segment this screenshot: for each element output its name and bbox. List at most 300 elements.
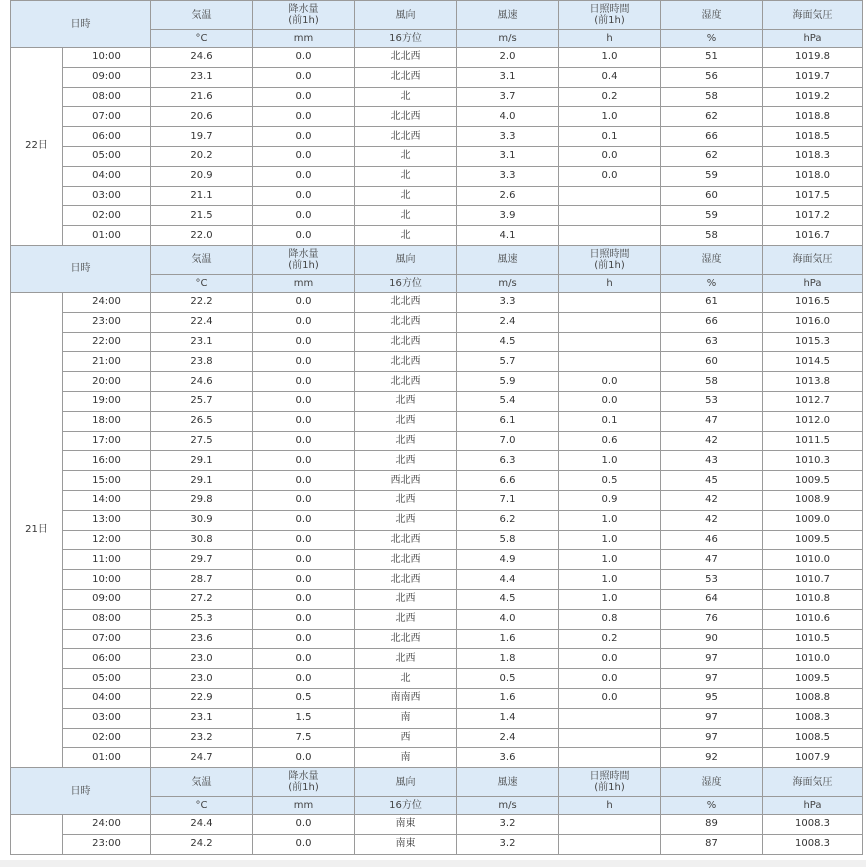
time-cell: 24:00 — [63, 292, 151, 312]
precipitation-cell: 0.0 — [253, 669, 355, 689]
sunshine-cell — [559, 312, 661, 332]
sea-level-pressure-cell: 1008.3 — [763, 815, 863, 835]
sea-level-pressure-cell: 1017.2 — [763, 206, 863, 226]
sea-level-pressure-cell: 1016.7 — [763, 226, 863, 246]
precipitation-cell: 0.0 — [253, 87, 355, 107]
precipitation-cell: 0.0 — [253, 312, 355, 332]
wind-direction-cell: 北西 — [355, 391, 457, 411]
humidity-cell: 66 — [661, 312, 763, 332]
temperature-cell: 26.5 — [151, 411, 253, 431]
temperature-cell: 29.1 — [151, 451, 253, 471]
precipitation-cell: 0.0 — [253, 48, 355, 68]
sea-level-pressure-cell: 1018.5 — [763, 127, 863, 147]
temperature-header: 気温 — [151, 245, 253, 274]
time-cell: 02:00 — [63, 206, 151, 226]
precipitation-unit: mm — [253, 797, 355, 815]
temperature-cell: 30.9 — [151, 510, 253, 530]
precipitation-cell: 0.0 — [253, 431, 355, 451]
sea-level-pressure-cell: 1017.5 — [763, 186, 863, 206]
table-row — [11, 411, 863, 431]
sea-level-pressure-cell: 1009.5 — [763, 530, 863, 550]
table-row — [11, 391, 863, 411]
temperature-header: 気温 — [151, 768, 253, 797]
temperature-cell: 20.6 — [151, 107, 253, 127]
humidity-cell: 95 — [661, 688, 763, 708]
wind-direction-cell: 西北西 — [355, 471, 457, 491]
humidity-cell: 76 — [661, 609, 763, 629]
sunshine-cell: 0.2 — [559, 87, 661, 107]
humidity-cell: 97 — [661, 728, 763, 748]
wind-speed-cell: 3.9 — [457, 206, 559, 226]
sea-level-pressure-cell: 1009.0 — [763, 510, 863, 530]
table-row — [11, 669, 863, 689]
wind-speed-cell: 2.0 — [457, 48, 559, 68]
sunshine-cell: 0.1 — [559, 127, 661, 147]
sunshine-cell: 1.0 — [559, 550, 661, 570]
wind-speed-cell: 4.0 — [457, 609, 559, 629]
humidity-cell: 58 — [661, 87, 763, 107]
scroll-edge — [0, 860, 866, 867]
table-row — [11, 292, 863, 312]
wind-speed-cell: 4.4 — [457, 570, 559, 590]
wind-direction-cell: 北北西 — [355, 292, 457, 312]
sunshine-cell: 0.5 — [559, 471, 661, 491]
sea-level-pressure-cell: 1019.7 — [763, 67, 863, 87]
sea-level-pressure-cell: 1018.8 — [763, 107, 863, 127]
sunshine-cell: 0.2 — [559, 629, 661, 649]
day-cell: 21日 — [11, 292, 63, 767]
wind-speed-cell: 1.6 — [457, 629, 559, 649]
temperature-cell: 27.5 — [151, 431, 253, 451]
time-cell: 19:00 — [63, 391, 151, 411]
sunshine-cell: 1.0 — [559, 107, 661, 127]
wind-speed-cell: 3.2 — [457, 834, 559, 854]
day-cell: 22日 — [11, 48, 63, 246]
sunshine-cell: 0.0 — [559, 146, 661, 166]
wind-direction-cell: 南 — [355, 748, 457, 768]
humidity-cell: 46 — [661, 530, 763, 550]
wind-speed-cell: 4.5 — [457, 589, 559, 609]
humidity-cell: 61 — [661, 292, 763, 312]
table-row — [11, 815, 863, 835]
temperature-cell: 23.0 — [151, 669, 253, 689]
time-cell: 06:00 — [63, 127, 151, 147]
table-row — [11, 127, 863, 147]
table-row — [11, 530, 863, 550]
table-row — [11, 107, 863, 127]
wind-direction-cell: 北北西 — [355, 332, 457, 352]
humidity-cell: 66 — [661, 127, 763, 147]
wind-direction-cell: 北北西 — [355, 629, 457, 649]
humidity-cell: 60 — [661, 352, 763, 372]
time-cell: 07:00 — [63, 629, 151, 649]
wind-direction-cell: 北 — [355, 166, 457, 186]
sunshine-cell: 1.0 — [559, 530, 661, 550]
table-row — [11, 748, 863, 768]
precipitation-header: 降水量 (前1h) — [253, 1, 355, 30]
temperature-cell: 24.7 — [151, 748, 253, 768]
wind-speed-cell: 6.1 — [457, 411, 559, 431]
time-cell: 08:00 — [63, 87, 151, 107]
temperature-cell: 30.8 — [151, 530, 253, 550]
table-row — [11, 609, 863, 629]
time-cell: 08:00 — [63, 609, 151, 629]
temperature-unit: °C — [151, 797, 253, 815]
table-row — [11, 688, 863, 708]
wind-direction-cell: 北北西 — [355, 312, 457, 332]
precipitation-header: 降水量 (前1h) — [253, 768, 355, 797]
precipitation-cell: 0.0 — [253, 166, 355, 186]
wind-direction-cell: 北北西 — [355, 550, 457, 570]
humidity-cell: 56 — [661, 67, 763, 87]
wind-direction-cell: 北北西 — [355, 570, 457, 590]
sea-level-pressure-cell: 1014.5 — [763, 352, 863, 372]
humidity-cell: 62 — [661, 146, 763, 166]
humidity-cell: 58 — [661, 372, 763, 392]
sunshine-header: 日照時間 (前1h) — [559, 1, 661, 30]
sunshine-unit: h — [559, 30, 661, 48]
wind-speed-cell: 7.0 — [457, 431, 559, 451]
sea-level-pressure-header: 海面気圧 — [763, 245, 863, 274]
day-cell — [11, 815, 63, 855]
wind-speed-cell: 3.6 — [457, 748, 559, 768]
temperature-cell: 27.2 — [151, 589, 253, 609]
datetime-header: 日時 — [11, 245, 151, 292]
precipitation-cell: 0.0 — [253, 186, 355, 206]
sunshine-cell — [559, 834, 661, 854]
wind-direction-header: 風向 — [355, 245, 457, 274]
time-cell: 04:00 — [63, 688, 151, 708]
table-row — [11, 431, 863, 451]
sunshine-cell: 0.0 — [559, 391, 661, 411]
humidity-cell: 97 — [661, 669, 763, 689]
wind-direction-cell: 北北西 — [355, 372, 457, 392]
humidity-cell: 53 — [661, 570, 763, 590]
temperature-cell: 29.1 — [151, 471, 253, 491]
precipitation-cell: 0.0 — [253, 530, 355, 550]
table-row — [11, 708, 863, 728]
table-row — [11, 226, 863, 246]
precipitation-cell: 0.0 — [253, 451, 355, 471]
wind-direction-cell: 北北西 — [355, 48, 457, 68]
sea-level-pressure-cell: 1008.3 — [763, 834, 863, 854]
sunshine-cell: 0.0 — [559, 649, 661, 669]
wind-direction-cell: 北西 — [355, 649, 457, 669]
table-row — [11, 471, 863, 491]
sea-level-pressure-header: 海面気圧 — [763, 768, 863, 797]
header-row-labels — [11, 768, 863, 797]
sunshine-cell — [559, 352, 661, 372]
sea-level-pressure-cell: 1008.3 — [763, 708, 863, 728]
sunshine-cell — [559, 748, 661, 768]
humidity-cell: 42 — [661, 490, 763, 510]
precipitation-cell: 0.0 — [253, 589, 355, 609]
sunshine-unit: h — [559, 274, 661, 292]
precipitation-cell: 1.5 — [253, 708, 355, 728]
sea-level-pressure-unit: hPa — [763, 797, 863, 815]
sea-level-pressure-cell: 1010.5 — [763, 629, 863, 649]
humidity-cell: 59 — [661, 166, 763, 186]
humidity-unit: % — [661, 30, 763, 48]
table-row — [11, 67, 863, 87]
temperature-cell: 22.2 — [151, 292, 253, 312]
table-row — [11, 186, 863, 206]
wind-direction-cell: 北西 — [355, 589, 457, 609]
humidity-cell: 42 — [661, 510, 763, 530]
wind-speed-cell: 3.1 — [457, 146, 559, 166]
wind-direction-unit: 16方位 — [355, 274, 457, 292]
precipitation-cell: 0.0 — [253, 67, 355, 87]
wind-direction-cell: 北 — [355, 226, 457, 246]
table-row — [11, 87, 863, 107]
time-cell: 01:00 — [63, 226, 151, 246]
precipitation-cell: 0.0 — [253, 609, 355, 629]
sunshine-cell: 1.0 — [559, 570, 661, 590]
wind-direction-cell: 南東 — [355, 815, 457, 835]
sea-level-pressure-cell: 1013.8 — [763, 372, 863, 392]
sea-level-pressure-unit: hPa — [763, 274, 863, 292]
wind-direction-cell: 北 — [355, 206, 457, 226]
wind-direction-cell: 北 — [355, 186, 457, 206]
wind-direction-cell: 北西 — [355, 431, 457, 451]
wind-speed-cell: 4.9 — [457, 550, 559, 570]
precipitation-cell: 0.0 — [253, 570, 355, 590]
sunshine-cell — [559, 206, 661, 226]
sea-level-pressure-cell: 1009.5 — [763, 669, 863, 689]
table-row — [11, 451, 863, 471]
precipitation-cell: 0.0 — [253, 127, 355, 147]
header-row-labels — [11, 1, 863, 30]
sunshine-cell — [559, 728, 661, 748]
table-row — [11, 166, 863, 186]
table-row — [11, 589, 863, 609]
sunshine-cell: 0.1 — [559, 411, 661, 431]
wind-direction-cell: 北北西 — [355, 530, 457, 550]
precipitation-unit: mm — [253, 30, 355, 48]
sea-level-pressure-cell: 1010.0 — [763, 649, 863, 669]
wind-direction-cell: 北北西 — [355, 107, 457, 127]
sea-level-pressure-cell: 1008.8 — [763, 688, 863, 708]
wind-speed-cell: 6.2 — [457, 510, 559, 530]
time-cell: 17:00 — [63, 431, 151, 451]
time-cell: 11:00 — [63, 550, 151, 570]
wind-speed-cell: 4.5 — [457, 332, 559, 352]
wind-speed-cell: 3.3 — [457, 292, 559, 312]
humidity-cell: 60 — [661, 186, 763, 206]
wind-direction-unit: 16方位 — [355, 797, 457, 815]
sea-level-pressure-cell: 1009.5 — [763, 471, 863, 491]
precipitation-cell: 0.0 — [253, 206, 355, 226]
precipitation-cell: 0.0 — [253, 629, 355, 649]
temperature-cell: 22.9 — [151, 688, 253, 708]
time-cell: 09:00 — [63, 67, 151, 87]
time-cell: 20:00 — [63, 372, 151, 392]
sunshine-unit: h — [559, 797, 661, 815]
temperature-cell: 20.9 — [151, 166, 253, 186]
humidity-header: 湿度 — [661, 1, 763, 30]
precipitation-cell: 0.0 — [253, 292, 355, 312]
time-cell: 23:00 — [63, 834, 151, 854]
header-row-labels — [11, 245, 863, 274]
wind-speed-cell: 2.4 — [457, 312, 559, 332]
humidity-cell: 53 — [661, 391, 763, 411]
temperature-cell: 20.2 — [151, 146, 253, 166]
temperature-unit: °C — [151, 30, 253, 48]
sea-level-pressure-cell: 1012.7 — [763, 391, 863, 411]
precipitation-cell: 0.0 — [253, 490, 355, 510]
humidity-cell: 97 — [661, 649, 763, 669]
sea-level-pressure-cell: 1016.0 — [763, 312, 863, 332]
temperature-cell: 23.1 — [151, 332, 253, 352]
precipitation-cell: 0.0 — [253, 834, 355, 854]
time-cell: 02:00 — [63, 728, 151, 748]
wind-speed-unit: m/s — [457, 797, 559, 815]
time-cell: 05:00 — [63, 146, 151, 166]
precipitation-cell: 0.0 — [253, 649, 355, 669]
sea-level-pressure-cell: 1012.0 — [763, 411, 863, 431]
humidity-cell: 59 — [661, 206, 763, 226]
wind-speed-cell: 4.1 — [457, 226, 559, 246]
wind-speed-cell: 1.6 — [457, 688, 559, 708]
temperature-cell: 24.4 — [151, 815, 253, 835]
precipitation-cell: 0.0 — [253, 748, 355, 768]
time-cell: 15:00 — [63, 471, 151, 491]
time-cell: 09:00 — [63, 589, 151, 609]
precipitation-cell: 0.0 — [253, 411, 355, 431]
humidity-cell: 87 — [661, 834, 763, 854]
time-cell: 06:00 — [63, 649, 151, 669]
time-cell: 05:00 — [63, 669, 151, 689]
wind-speed-cell: 3.7 — [457, 87, 559, 107]
temperature-cell: 29.8 — [151, 490, 253, 510]
precipitation-header: 降水量 (前1h) — [253, 245, 355, 274]
sea-level-pressure-cell: 1008.9 — [763, 490, 863, 510]
wind-speed-cell: 6.3 — [457, 451, 559, 471]
sunshine-header: 日照時間 (前1h) — [559, 245, 661, 274]
table-row — [11, 629, 863, 649]
temperature-header: 気温 — [151, 1, 253, 30]
sea-level-pressure-cell: 1018.3 — [763, 146, 863, 166]
sunshine-cell: 0.0 — [559, 688, 661, 708]
wind-speed-cell: 5.7 — [457, 352, 559, 372]
temperature-cell: 23.1 — [151, 708, 253, 728]
time-cell: 18:00 — [63, 411, 151, 431]
humidity-cell: 90 — [661, 629, 763, 649]
temperature-cell: 23.6 — [151, 629, 253, 649]
wind-speed-header: 風速 — [457, 245, 559, 274]
wind-speed-cell: 5.9 — [457, 372, 559, 392]
humidity-header: 湿度 — [661, 768, 763, 797]
wind-direction-unit: 16方位 — [355, 30, 457, 48]
time-cell: 22:00 — [63, 332, 151, 352]
precipitation-cell: 0.0 — [253, 146, 355, 166]
table-body — [11, 1, 863, 855]
sea-level-pressure-cell: 1010.8 — [763, 589, 863, 609]
sunshine-cell: 1.0 — [559, 589, 661, 609]
sunshine-cell — [559, 815, 661, 835]
table-row — [11, 372, 863, 392]
wind-direction-header: 風向 — [355, 1, 457, 30]
sea-level-pressure-cell: 1010.3 — [763, 451, 863, 471]
precipitation-cell: 0.0 — [253, 107, 355, 127]
humidity-header: 湿度 — [661, 245, 763, 274]
wind-speed-cell: 3.2 — [457, 815, 559, 835]
precipitation-unit: mm — [253, 274, 355, 292]
humidity-cell: 62 — [661, 107, 763, 127]
table-row — [11, 312, 863, 332]
wind-direction-cell: 北 — [355, 87, 457, 107]
wind-direction-cell: 南東 — [355, 834, 457, 854]
temperature-cell: 24.6 — [151, 48, 253, 68]
precipitation-cell: 0.0 — [253, 510, 355, 530]
time-cell: 16:00 — [63, 451, 151, 471]
time-cell: 03:00 — [63, 708, 151, 728]
sunshine-header: 日照時間 (前1h) — [559, 768, 661, 797]
time-cell: 24:00 — [63, 815, 151, 835]
wind-direction-cell: 北西 — [355, 451, 457, 471]
time-cell: 23:00 — [63, 312, 151, 332]
temperature-cell: 23.1 — [151, 67, 253, 87]
temperature-cell: 22.0 — [151, 226, 253, 246]
sea-level-pressure-cell: 1007.9 — [763, 748, 863, 768]
sea-level-pressure-cell: 1010.6 — [763, 609, 863, 629]
sunshine-cell — [559, 708, 661, 728]
time-cell: 10:00 — [63, 48, 151, 68]
wind-direction-cell: 南南西 — [355, 688, 457, 708]
table-row — [11, 352, 863, 372]
humidity-cell: 58 — [661, 226, 763, 246]
temperature-cell: 23.0 — [151, 649, 253, 669]
sunshine-cell — [559, 332, 661, 352]
time-cell: 03:00 — [63, 186, 151, 206]
humidity-cell: 42 — [661, 431, 763, 451]
wind-speed-cell: 3.3 — [457, 127, 559, 147]
wind-speed-cell: 6.6 — [457, 471, 559, 491]
precipitation-cell: 0.0 — [253, 815, 355, 835]
wind-direction-cell: 北西 — [355, 490, 457, 510]
temperature-cell: 24.6 — [151, 372, 253, 392]
wind-speed-cell: 2.4 — [457, 728, 559, 748]
humidity-cell: 63 — [661, 332, 763, 352]
wind-direction-cell: 北 — [355, 669, 457, 689]
sunshine-cell — [559, 186, 661, 206]
precipitation-cell: 0.0 — [253, 372, 355, 392]
time-cell: 10:00 — [63, 570, 151, 590]
temperature-cell: 19.7 — [151, 127, 253, 147]
precipitation-cell: 0.0 — [253, 391, 355, 411]
wind-speed-cell: 3.3 — [457, 166, 559, 186]
temperature-cell: 21.5 — [151, 206, 253, 226]
table-row — [11, 206, 863, 226]
temperature-cell: 21.1 — [151, 186, 253, 206]
humidity-cell: 97 — [661, 708, 763, 728]
sea-level-pressure-cell: 1019.8 — [763, 48, 863, 68]
sunshine-cell: 0.6 — [559, 431, 661, 451]
sea-level-pressure-cell: 1011.5 — [763, 431, 863, 451]
sea-level-pressure-cell: 1015.3 — [763, 332, 863, 352]
humidity-cell: 45 — [661, 471, 763, 491]
wind-speed-header: 風速 — [457, 1, 559, 30]
sunshine-cell: 1.0 — [559, 451, 661, 471]
sunshine-cell: 0.9 — [559, 490, 661, 510]
sunshine-cell: 0.0 — [559, 372, 661, 392]
sunshine-cell: 1.0 — [559, 510, 661, 530]
humidity-cell: 43 — [661, 451, 763, 471]
precipitation-cell: 0.0 — [253, 352, 355, 372]
wind-direction-cell: 北西 — [355, 510, 457, 530]
wind-direction-cell: 北 — [355, 146, 457, 166]
wind-speed-cell: 5.4 — [457, 391, 559, 411]
